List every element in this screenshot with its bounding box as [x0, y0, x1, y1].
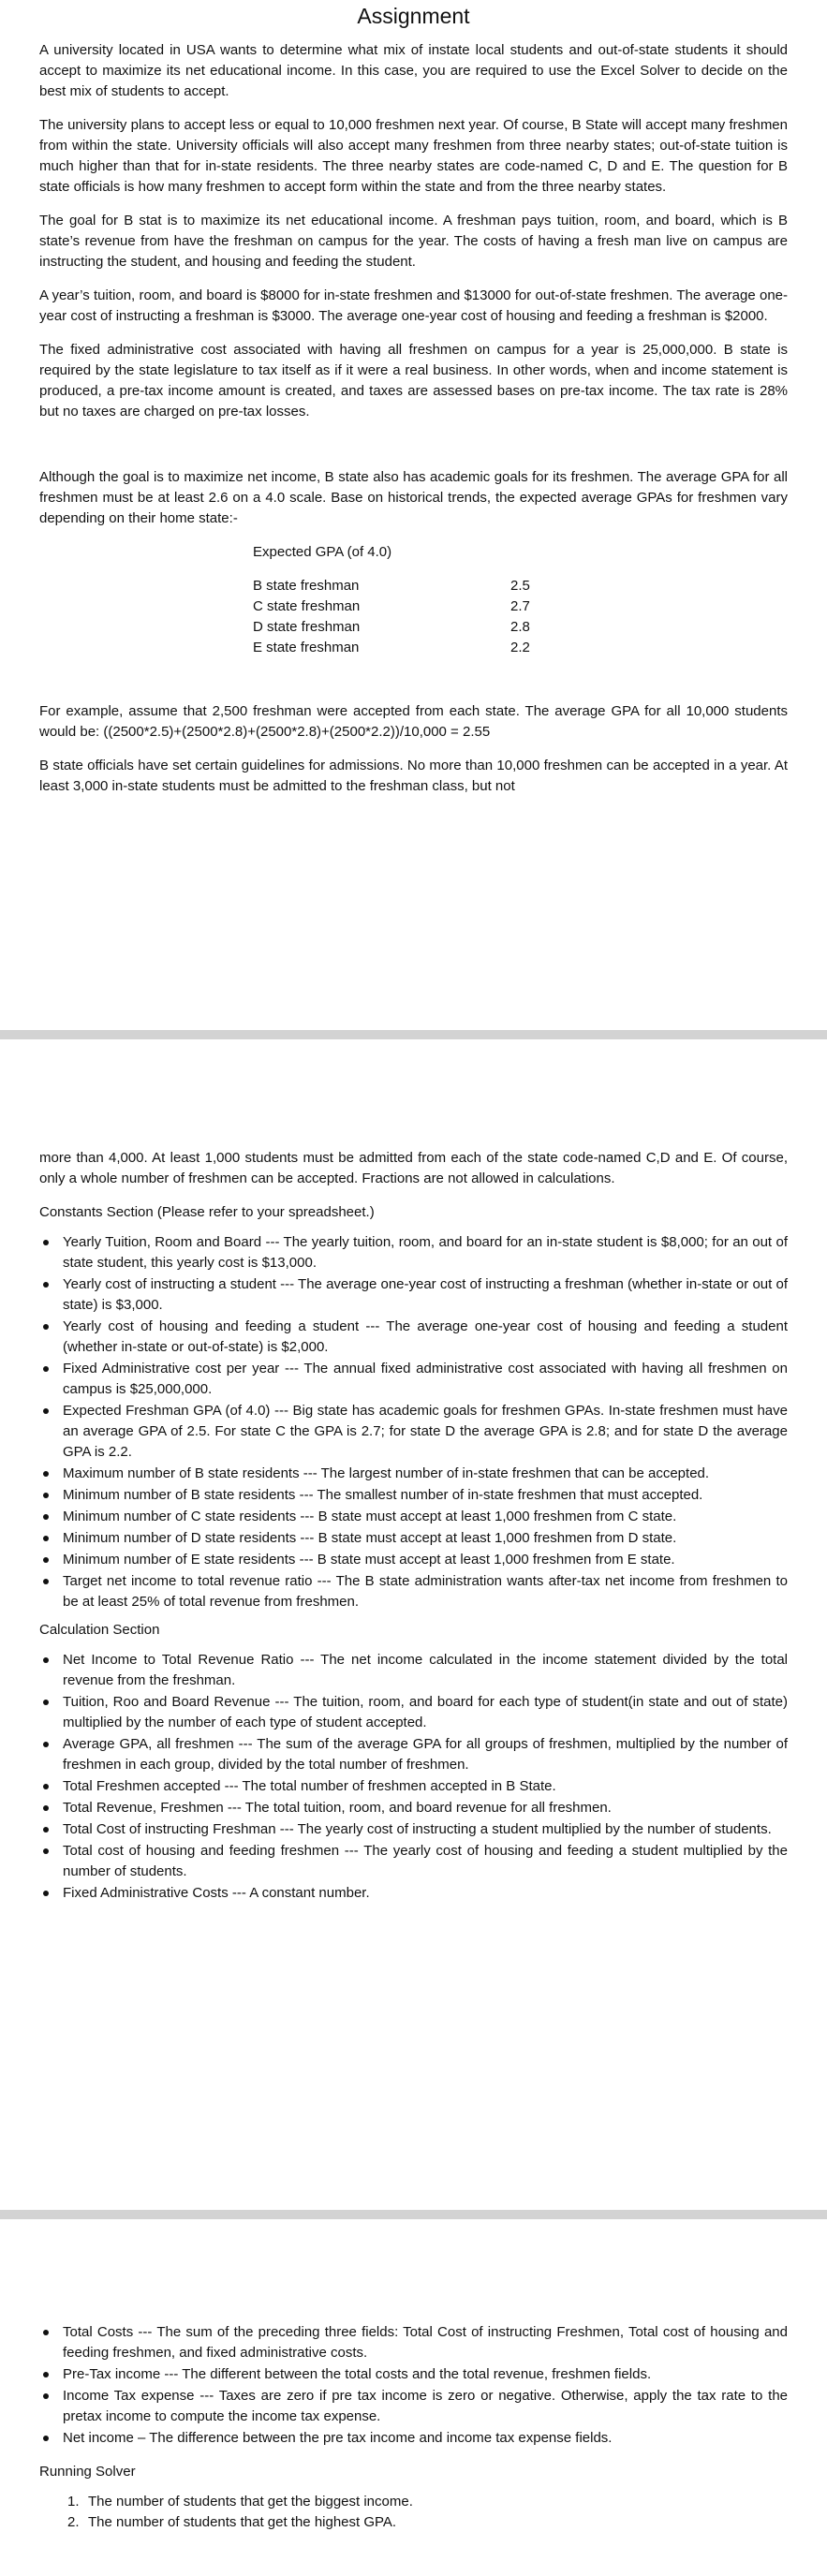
list-item: Fixed Administrative cost per year --- The annual fixed administrative cost associated with having all freshmen on campus is $25,000,000.: [39, 1359, 788, 1400]
list-item: Total Freshmen accepted --- The total number of freshmen accepted in B State.: [39, 1776, 788, 1797]
calculation-list: [39, 1650, 788, 1904]
list-number: 1.: [67, 2494, 80, 2510]
page-title: Assignment: [357, 4, 470, 28]
gpa-state-label: C state freshman: [253, 598, 361, 614]
solver-list: [39, 2492, 788, 2533]
list-text: The number of students that get the biggest income.: [88, 2494, 413, 2510]
list-item: Fixed Administrative Costs --- A constant number.: [39, 1883, 788, 1904]
document-page-3: [0, 2219, 827, 2576]
list-item: Total Costs --- The sum of the preceding three fields: Total Cost of instructing Freshmen, Total cost of housing and feeding freshmen, and fixed administrative costs.: [39, 2322, 788, 2363]
list-item: Pre-Tax income --- The different between the total costs and the total revenue, freshmen fields.: [39, 2364, 788, 2385]
constants-list: [39, 1232, 788, 1612]
list-item: Net income – The difference between the pre tax income and income tax expense fields.: [39, 2428, 788, 2449]
intro-paragraph-5: The fixed administrative cost associated with having all freshmen on campus for a year is 25,000,000. B state is required by the state legislature to tax itself as if it were a real business. In other words, when and income statement is produced, a pre-tax income amount is created, and taxes are assessed bases on pre-tax income. The tax rate is 28% but no taxes are charged on pre-tax losses.: [39, 342, 788, 420]
list-item: Income Tax expense --- Taxes are zero if pre tax income is zero or negative. Otherwise, apply the tax rate to the pretax income to compute the income tax expense.: [39, 2386, 788, 2427]
list-item: Total cost of housing and feeding freshmen --- The yearly cost of housing and feeding a student multiplied by the number of students.: [39, 1841, 788, 1882]
gpa-table: [253, 542, 788, 658]
gpa-value: 2.8: [510, 619, 530, 635]
intro-paragraph-3: The goal for B stat is to maximize its net educational income. A freshman pays tuition, room, and board, which is B state’s revenue from have the freshman on campus for the year. The costs of having a fresh man live on campus are instructing the student, and housing and feeding the student.: [39, 213, 788, 270]
list-item: [39, 2512, 788, 2533]
page-separator: [0, 1030, 827, 1039]
constants-heading: Constants Section (Please refer to your spreadsheet.): [39, 1204, 375, 1220]
page-separator: [0, 2210, 827, 2219]
example-paragraph: For example, assume that 2,500 freshman were accepted from each state. The average GPA for all 10,000 students would be: ((2500*2.5)+(2500*2.8)+(2500*2.8)+(2500*2.2))/10,000 = 2.55: [39, 703, 788, 740]
document-page-1: [0, 0, 827, 1030]
list-item: Average GPA, all freshmen --- The sum of the average GPA for all groups of freshmen, multiplied by the number of freshmen in each group, divided by the total number of freshmen.: [39, 1734, 788, 1775]
list-item: Target net income to total revenue ratio --- The B state administration wants after-tax net income from freshmen to be at least 25% of total revenue from freshmen.: [39, 1571, 788, 1612]
list-item: Minimum number of B state residents --- The smallest number of in-state freshmen that must accepted.: [39, 1485, 788, 1506]
list-item: Total Cost of instructing Freshman --- The yearly cost of instructing a student multiplied by the number of students.: [39, 1819, 788, 1840]
gpa-table-row: [253, 576, 788, 596]
gpa-state-label: D state freshman: [253, 619, 361, 635]
gpa-intro-paragraph: Although the goal is to maximize net income, B state also has academic goals for its freshmen. The average GPA for all freshmen must be at least 2.6 on a 4.0 scale. Base on historical trends, the expected average GPAs for freshmen vary depending on their home state:-: [39, 469, 788, 526]
list-item: Yearly Tuition, Room and Board --- The yearly tuition, room, and board for an in-state student is $8,000; for an out of state student, this yearly cost is $13,000.: [39, 1232, 788, 1273]
list-item: [39, 2492, 788, 2512]
list-item: Minimum number of E state residents --- B state must accept at least 1,000 freshmen from E state.: [39, 1550, 788, 1570]
guidelines-paragraph-part-1: B state officials have set certain guidelines for admissions. No more than 10,000 freshmen can be accepted in a year. At least 3,000 in-state students must be admitted to the freshman class, but not: [39, 758, 788, 794]
list-item: Tuition, Roo and Board Revenue --- The tuition, room, and board for each type of student(in state and out of state) multiplied by the number of each type of student accepted.: [39, 1692, 788, 1733]
gpa-value: 2.5: [510, 578, 530, 594]
gpa-value: 2.7: [510, 598, 530, 614]
gpa-state-label: B state freshman: [253, 578, 360, 594]
list-item: Minimum number of D state residents --- B state must accept at least 1,000 freshmen from D state.: [39, 1528, 788, 1549]
document-page-2: [0, 1039, 827, 2210]
intro-paragraph-4: A year’s tuition, room, and board is $8000 for in-state freshmen and $13000 for out-of-state freshmen. The average one-year cost of instructing a freshman is $3000. The average one-year cost of housing and feeding a freshman is $2000.: [39, 287, 788, 324]
list-text: The number of students that get the highest GPA.: [88, 2514, 397, 2530]
list-item: Yearly cost of instructing a student --- The average one-year cost of instructing a freshman (whether in-state or out of state) is $3,000.: [39, 1274, 788, 1316]
list-item: Expected Freshman GPA (of 4.0) --- Big state has academic goals for freshmen GPAs. In-state freshmen must have an average GPA of 2.5. For state C the GPA is 2.7; for state D the average GPA is 2.8; and for state D the average GPA is 2.2.: [39, 1401, 788, 1463]
gpa-state-label: E state freshman: [253, 640, 360, 655]
list-item: Maximum number of B state residents --- The largest number of in-state freshmen that can be accepted.: [39, 1464, 788, 1484]
gpa-table-row: [253, 596, 788, 617]
intro-paragraph-1: A university located in USA wants to determine what mix of instate local students and out-of-state students it should accept to maximize its net educational income. In this case, you are required to use the Excel Solver to decide on the best mix of students to accept.: [39, 42, 788, 99]
gpa-value: 2.2: [510, 640, 530, 655]
solver-heading: Running Solver: [39, 2464, 136, 2480]
list-item: Minimum number of C state residents --- B state must accept at least 1,000 freshmen from C state.: [39, 1507, 788, 1527]
list-item: Total Revenue, Freshmen --- The total tuition, room, and board revenue for all freshmen.: [39, 1798, 788, 1818]
guidelines-paragraph-part-2: more than 4,000. At least 1,000 students must be admitted from each of the state code-named C,D and E. Of course, only a whole number of freshmen can be accepted. Fractions are not allowed in calculations.: [39, 1150, 788, 1186]
gpa-table-caption: Expected GPA (of 4.0): [253, 544, 392, 560]
gpa-table-row: [253, 617, 788, 638]
calculation-list-continued: [39, 2322, 788, 2449]
list-item: Net Income to Total Revenue Ratio --- The net income calculated in the income statement divided by the total revenue from the freshman.: [39, 1650, 788, 1691]
intro-paragraph-2: The university plans to accept less or equal to 10,000 freshmen next year. Of course, B State will accept many freshmen from within the state. University officials will also accept many freshmen from three nearby states; out-of-state tuition is much higher than that for in-state residents. The three nearby states are code-named C, D and E. The question for B state officials is how many freshmen to accept form within the state and from the three nearby states.: [39, 117, 788, 195]
gpa-table-row: [253, 638, 788, 658]
list-item: Yearly cost of housing and feeding a student --- The average one-year cost of housing and feeding a student (whether in-state or out-of-state) is $2,000.: [39, 1317, 788, 1358]
calculation-heading: Calculation Section: [39, 1622, 160, 1638]
list-number: 2.: [67, 2514, 80, 2530]
